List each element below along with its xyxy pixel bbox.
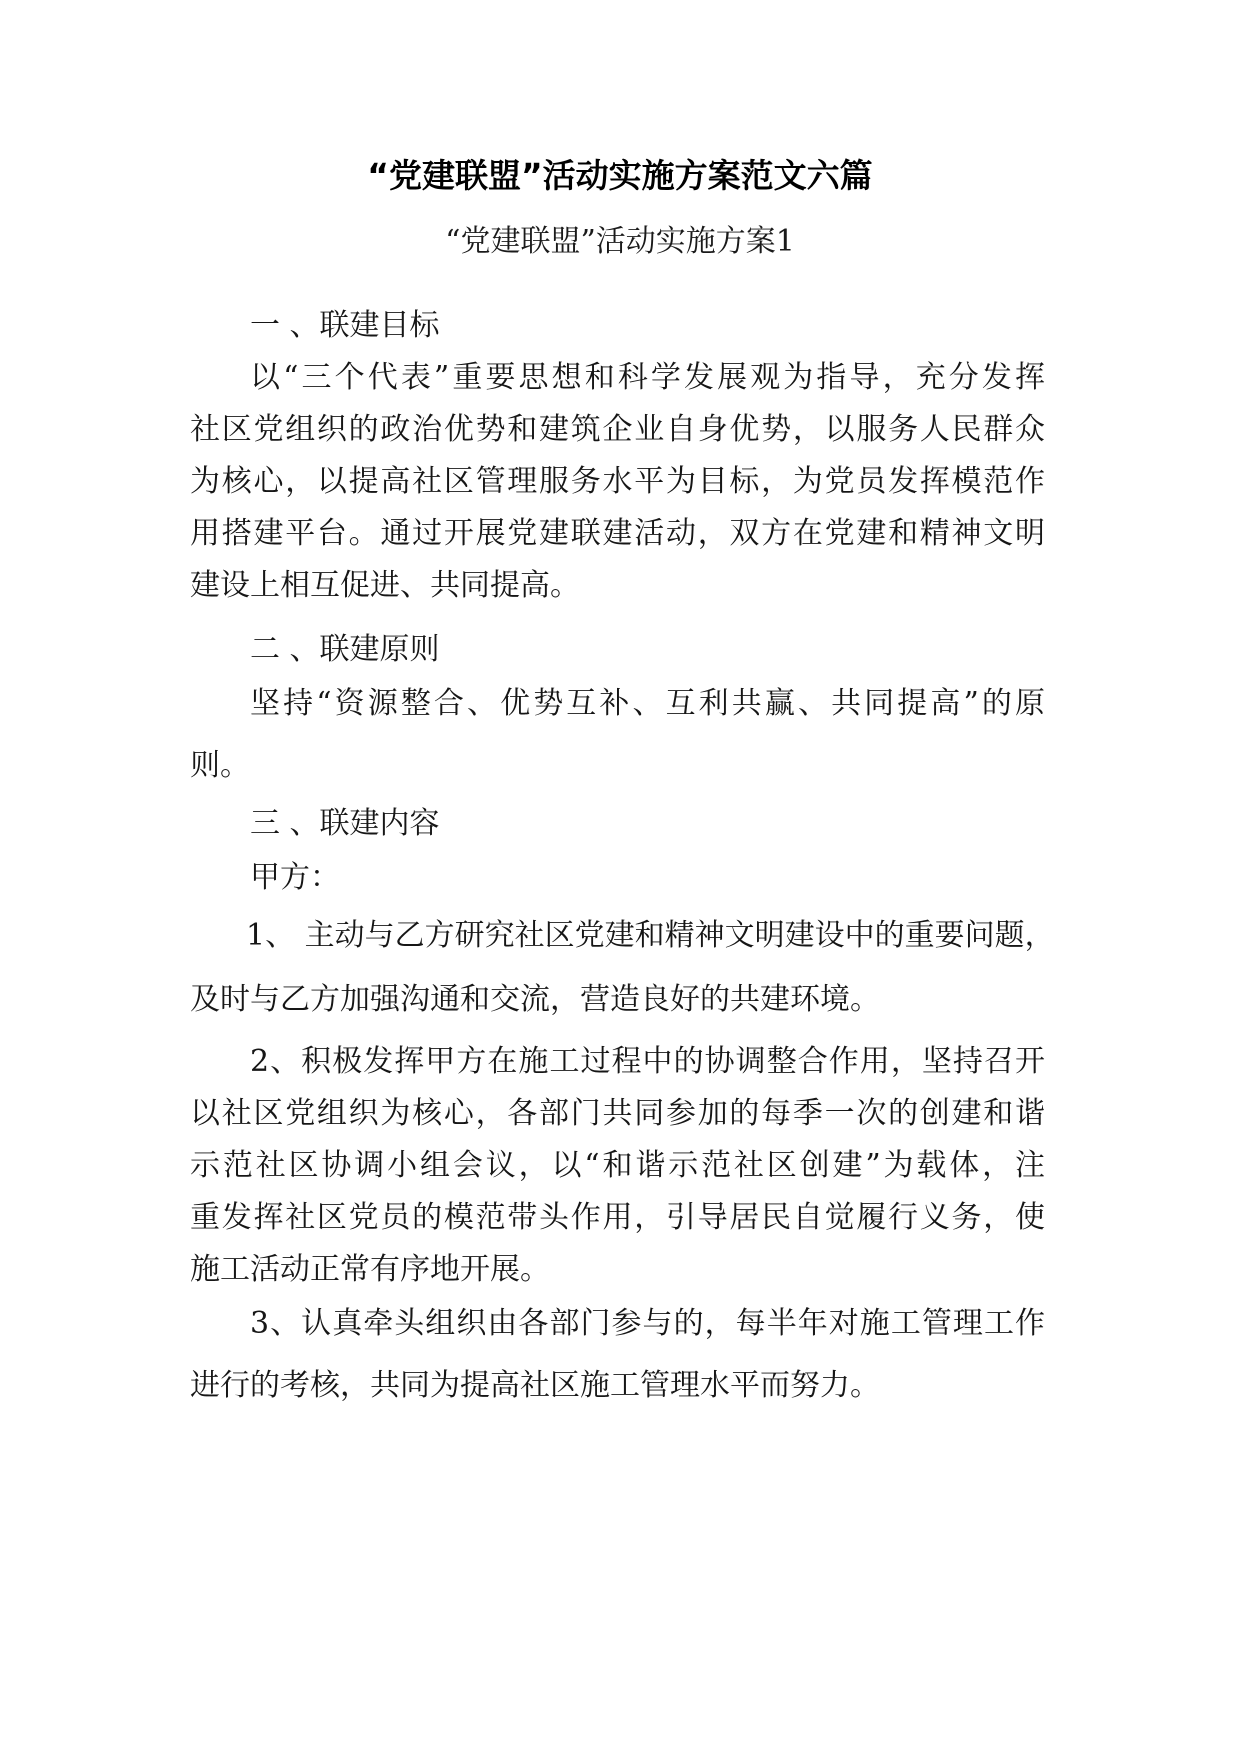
section-heading-content: 三 、联建内容 — [250, 806, 440, 841]
party-a-label: 甲方： — [250, 860, 340, 895]
paragraph-line: 示范社区协调小组会议，以“和谐示范社区创建”为载体，注 — [190, 1148, 1045, 1183]
paragraph-line: 社区党组织的政治优势和建筑企业自身优势，以服务人民群众 — [190, 412, 1045, 447]
paragraph-line: 重发挥社区党员的模范带头作用，引导居民自觉履行义务，使 — [190, 1200, 1045, 1235]
list-item: 1、 主动与乙方研究社区党建和精神文明建设中的重要问题， — [246, 918, 1055, 953]
paragraph-line: 则。 — [190, 748, 250, 783]
paragraph-line: 坚持“资源整合、优势互补、互利共赢、共同提高”的原 — [250, 686, 1045, 721]
paragraph-line: 进行的考核，共同为提高社区施工管理水平而努力。 — [190, 1368, 880, 1403]
list-item: 3、认真牵头组织由各部门参与的，每半年对施工管理工作 — [250, 1306, 1045, 1341]
document-subtitle: “党建联盟”活动实施方案1 — [445, 224, 795, 259]
paragraph-line: 施工活动正常有序地开展。 — [190, 1252, 550, 1287]
section-heading-goals: 一 、联建目标 — [250, 308, 440, 343]
document-title: “党建联盟”活动实施方案范文六篇 — [367, 156, 873, 195]
paragraph-line: 用搭建平台。通过开展党建联建活动，双方在党建和精神文明 — [190, 516, 1045, 551]
paragraph-line: 以“三个代表”重要思想和科学发展观为指导，充分发挥 — [250, 360, 1045, 395]
list-item: 2、积极发挥甲方在施工过程中的协调整合作用，坚持召开 — [250, 1044, 1045, 1079]
paragraph-line: 为核心，以提高社区管理服务水平为目标，为党员发挥模范作 — [190, 464, 1045, 499]
paragraph-line: 以社区党组织为核心，各部门共同参加的每季一次的创建和谐 — [190, 1096, 1045, 1131]
paragraph-line: 及时与乙方加强沟通和交流，营造良好的共建环境。 — [190, 982, 880, 1017]
paragraph-line: 建设上相互促进、共同提高。 — [190, 568, 580, 603]
section-heading-principles: 二 、联建原则 — [250, 632, 440, 667]
